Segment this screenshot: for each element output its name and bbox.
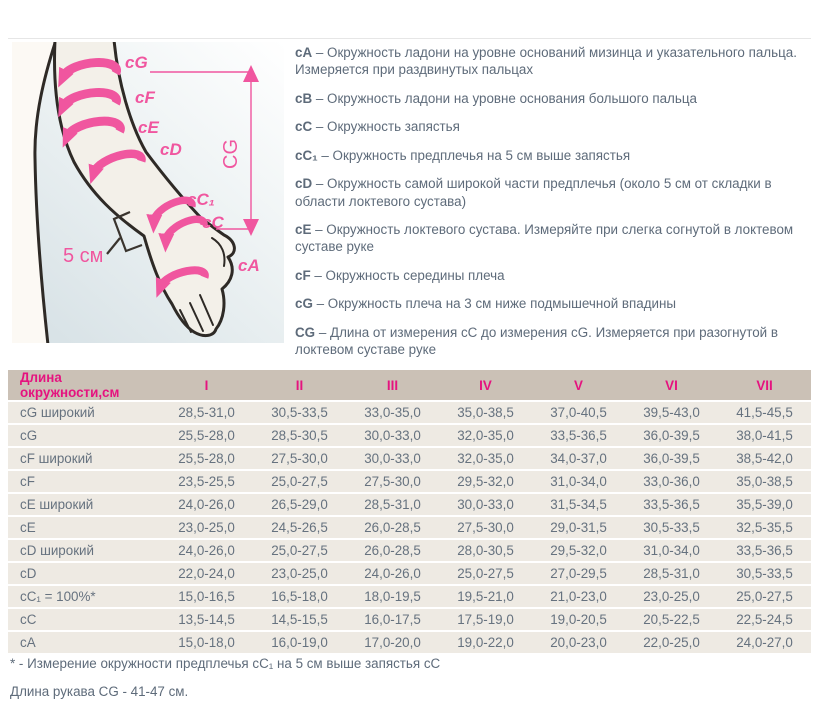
size-table-row	[8, 448, 811, 469]
measurement-range-cell: 24,0-27,0	[718, 632, 811, 653]
size-table-row	[8, 517, 811, 538]
measurement-description-text: – Окружность предплечья на 5 см выше запястья	[321, 147, 631, 163]
measurement-range-cell: 32,0-35,0	[439, 425, 532, 446]
cg-length-label: CG	[220, 139, 242, 169]
measurement-range-cell: 30,5-33,5	[625, 517, 718, 538]
size-table-row	[8, 609, 811, 630]
measurement-key: cB	[295, 90, 313, 106]
measurement-range-cell: 23,0-25,0	[625, 586, 718, 607]
measurement-description-text: – Окружность локтевого сустава. Измеряйте при слегка согнутой в локтевом суставе руке	[295, 221, 794, 255]
band-label-cG: cG	[125, 53, 148, 72]
measurement-range-cell: 19,5-21,0	[439, 586, 532, 607]
measurement-range-cell: 20,5-22,5	[625, 609, 718, 630]
measurement-range-cell: 31,0-34,0	[625, 540, 718, 561]
measurement-range-cell: 24,5-26,5	[253, 517, 346, 538]
size-table-row	[8, 402, 811, 423]
measurement-range-cell: 23,5-25,5	[160, 471, 253, 492]
size-table-size-header: VI	[625, 370, 718, 400]
measurement-key: cC	[295, 119, 313, 135]
measurement-range-cell: 23,0-25,0	[253, 563, 346, 584]
measurement-range-cell: 30,0-33,0	[346, 425, 439, 446]
measurement-range-cell: 35,0-38,5	[439, 402, 532, 423]
measurement-row-label: cD	[8, 563, 160, 584]
measurement-row-label: cF широкий	[8, 448, 160, 469]
measurement-diagram	[12, 42, 284, 343]
measurement-range-cell: 28,0-30,5	[439, 540, 532, 561]
measurement-range-cell: 19,0-22,0	[439, 632, 532, 653]
top-divider	[8, 38, 811, 39]
measurement-range-cell: 36,0-39,5	[625, 425, 718, 446]
measurement-range-cell: 23,0-25,0	[160, 517, 253, 538]
size-table-size-header: II	[253, 370, 346, 400]
measurement-row-label: cA	[8, 632, 160, 653]
size-table-row	[8, 425, 811, 446]
measurement-key: cD	[295, 176, 313, 192]
measurement-description-text: – Окружность запястья	[315, 119, 460, 135]
measurement-range-cell: 22,5-24,5	[718, 609, 811, 630]
measurement-range-cell: 29,5-32,0	[439, 471, 532, 492]
measurement-row-label: cG широкий	[8, 402, 160, 423]
measurement-range-cell: 28,5-31,0	[625, 563, 718, 584]
measurement-range-cell: 14,5-15,5	[253, 609, 346, 630]
measurement-range-cell: 33,0-35,0	[346, 402, 439, 423]
measurement-range-cell: 25,5-28,0	[160, 425, 253, 446]
band-label-cD: cD	[160, 140, 182, 159]
measurement-range-cell: 38,5-42,0	[718, 448, 811, 469]
arm-measurement-illustration	[12, 42, 284, 343]
size-table-size-header: I	[160, 370, 253, 400]
measurement-range-cell: 31,0-34,0	[532, 471, 625, 492]
measurement-description	[295, 324, 813, 359]
measurement-row-label: cF	[8, 471, 160, 492]
measurement-range-cell: 32,0-35,0	[439, 448, 532, 469]
size-table-corner-header: Длина окружности,см	[8, 370, 160, 400]
measurement-range-cell: 18,0-19,5	[346, 586, 439, 607]
size-table-size-header: V	[532, 370, 625, 400]
measurement-range-cell: 41,5-45,5	[718, 402, 811, 423]
measurement-range-cell: 29,5-32,0	[532, 540, 625, 561]
measurement-range-cell: 32,5-35,5	[718, 517, 811, 538]
measurement-range-cell: 30,5-33,5	[718, 563, 811, 584]
measurement-description	[295, 147, 813, 164]
size-table	[8, 368, 811, 655]
size-table-row	[8, 632, 811, 653]
measurement-range-cell: 30,0-33,0	[439, 494, 532, 515]
measurement-range-cell: 25,0-27,5	[718, 586, 811, 607]
measurement-range-cell: 39,5-43,0	[625, 402, 718, 423]
measurement-range-cell: 24,0-26,0	[160, 494, 253, 515]
measurement-description	[295, 175, 813, 210]
measurement-key: CG	[295, 324, 316, 340]
measurement-range-cell: 33,5-36,5	[532, 425, 625, 446]
measurement-range-cell: 28,5-31,0	[346, 494, 439, 515]
size-table-body	[8, 402, 811, 653]
measurement-range-cell: 33,0-36,0	[625, 471, 718, 492]
measurement-range-cell: 27,5-30,0	[253, 448, 346, 469]
measurement-range-cell: 22,0-24,0	[160, 563, 253, 584]
size-table-row	[8, 563, 811, 584]
measurement-range-cell: 30,5-33,5	[253, 402, 346, 423]
measurement-key: cF	[295, 267, 311, 283]
measurement-row-label: cE	[8, 517, 160, 538]
measurement-description	[295, 295, 813, 312]
size-table-header-row	[8, 370, 811, 400]
measurement-range-cell: 31,5-34,5	[532, 494, 625, 515]
size-table-row	[8, 494, 811, 515]
measurement-range-cell: 15,0-18,0	[160, 632, 253, 653]
measurement-range-cell: 25,0-27,5	[439, 563, 532, 584]
footnotes	[10, 656, 440, 712]
measurement-range-cell: 15,0-16,5	[160, 586, 253, 607]
measurement-range-cell: 16,5-18,0	[253, 586, 346, 607]
measurement-row-label: cE широкий	[8, 494, 160, 515]
measurement-description	[295, 118, 813, 135]
measurement-range-cell: 34,0-37,0	[532, 448, 625, 469]
band-label-cE: cE	[138, 118, 159, 137]
measurement-range-cell: 17,5-19,0	[439, 609, 532, 630]
size-table-row	[8, 471, 811, 492]
measurement-range-cell: 25,0-27,5	[253, 540, 346, 561]
measurement-range-cell: 27,5-30,0	[346, 471, 439, 492]
measurement-range-cell: 26,0-28,5	[346, 517, 439, 538]
measurement-row-label: cG	[8, 425, 160, 446]
footnote-asterisk: * - Измерение окружности предплечья cC₁ на 5 см выше запястья cC	[10, 656, 441, 671]
measurement-descriptions	[295, 44, 813, 358]
size-table-size-header: VII	[718, 370, 811, 400]
measurement-range-cell: 37,0-40,5	[532, 402, 625, 423]
measurement-key: cC₁	[295, 147, 318, 163]
measurement-key: cA	[295, 45, 313, 60]
measurement-row-label: cC	[8, 609, 160, 630]
measurement-range-cell: 28,5-30,5	[253, 425, 346, 446]
size-table-row	[8, 586, 811, 607]
measurement-description	[295, 267, 813, 284]
measurement-range-cell: 17,0-20,0	[346, 632, 439, 653]
measurement-range-cell: 24,0-26,0	[160, 540, 253, 561]
measurement-range-cell: 19,0-20,5	[532, 609, 625, 630]
size-table-row	[8, 540, 811, 561]
measurement-range-cell: 26,5-29,0	[253, 494, 346, 515]
measurement-range-cell: 25,5-28,0	[160, 448, 253, 469]
measurement-range-cell: 21,0-23,0	[532, 586, 625, 607]
band-label-cC1: cC₁	[187, 190, 215, 209]
measurement-description	[295, 44, 813, 79]
measurement-description	[295, 90, 813, 107]
measurement-range-cell: 27,5-30,0	[439, 517, 532, 538]
measurement-range-cell: 22,0-25,0	[625, 632, 718, 653]
measurement-key: cE	[295, 221, 312, 237]
measurement-row-label: cC₁ = 100%*	[8, 586, 160, 607]
measurement-row-label: cD широкий	[8, 540, 160, 561]
measurement-key: cG	[295, 296, 313, 312]
measurement-description-text: – Окружность плеча на 3 см ниже подмышечной впадины	[316, 296, 677, 312]
measurement-range-cell: 33,5-36,5	[625, 494, 718, 515]
measurement-range-cell: 24,0-26,0	[346, 563, 439, 584]
measurement-range-cell: 33,5-36,5	[718, 540, 811, 561]
band-label-cF: cF	[135, 88, 155, 107]
measurement-range-cell: 25,0-27,5	[253, 471, 346, 492]
footnote-sleeve-length: Длина рукава CG - 41-47 см.	[10, 684, 189, 699]
measurement-range-cell: 26,0-28,5	[346, 540, 439, 561]
band-label-cC: cC	[202, 213, 224, 232]
measurement-range-cell: 35,0-38,5	[718, 471, 811, 492]
measurement-range-cell: 13,5-14,5	[160, 609, 253, 630]
measurement-description-text: – Окружность ладони на уровне основания большого пальца	[315, 90, 697, 106]
size-table-size-header: IV	[439, 370, 532, 400]
measurement-range-cell: 38,0-41,5	[718, 425, 811, 446]
measurement-description-text: – Окружность середины плеча	[314, 267, 505, 283]
measurement-range-cell: 36,0-39,5	[625, 448, 718, 469]
five-cm-label: 5 см	[63, 245, 104, 267]
measurement-range-cell: 28,5-31,0	[160, 402, 253, 423]
measurement-range-cell: 16,0-17,5	[346, 609, 439, 630]
measurement-range-cell: 27,0-29,5	[532, 563, 625, 584]
measurement-description-text: – Длина от измерения cC до измерения cG. Измеряется при разогнутой в локтевом суставе руке	[295, 324, 778, 358]
measurement-range-cell: 20,0-23,0	[532, 632, 625, 653]
measurement-range-cell: 35,5-39,0	[718, 494, 811, 515]
measurement-range-cell: 16,0-19,0	[253, 632, 346, 653]
band-label-cA: cA	[238, 256, 260, 275]
measurement-range-cell: 29,0-31,5	[532, 517, 625, 538]
measurement-description-text: – Окружность самой широкой части предплечья (около 5 см от складки в области локтевого сустава)	[295, 176, 772, 209]
size-table-size-header: III	[346, 370, 439, 400]
measurement-description-text: – Окружность ладони на уровне оснований мизинца и указательного пальца. Измеряется при раздвинутых пальцах	[295, 45, 797, 78]
measurement-description	[295, 221, 813, 256]
measurement-range-cell: 30,0-33,0	[346, 448, 439, 469]
